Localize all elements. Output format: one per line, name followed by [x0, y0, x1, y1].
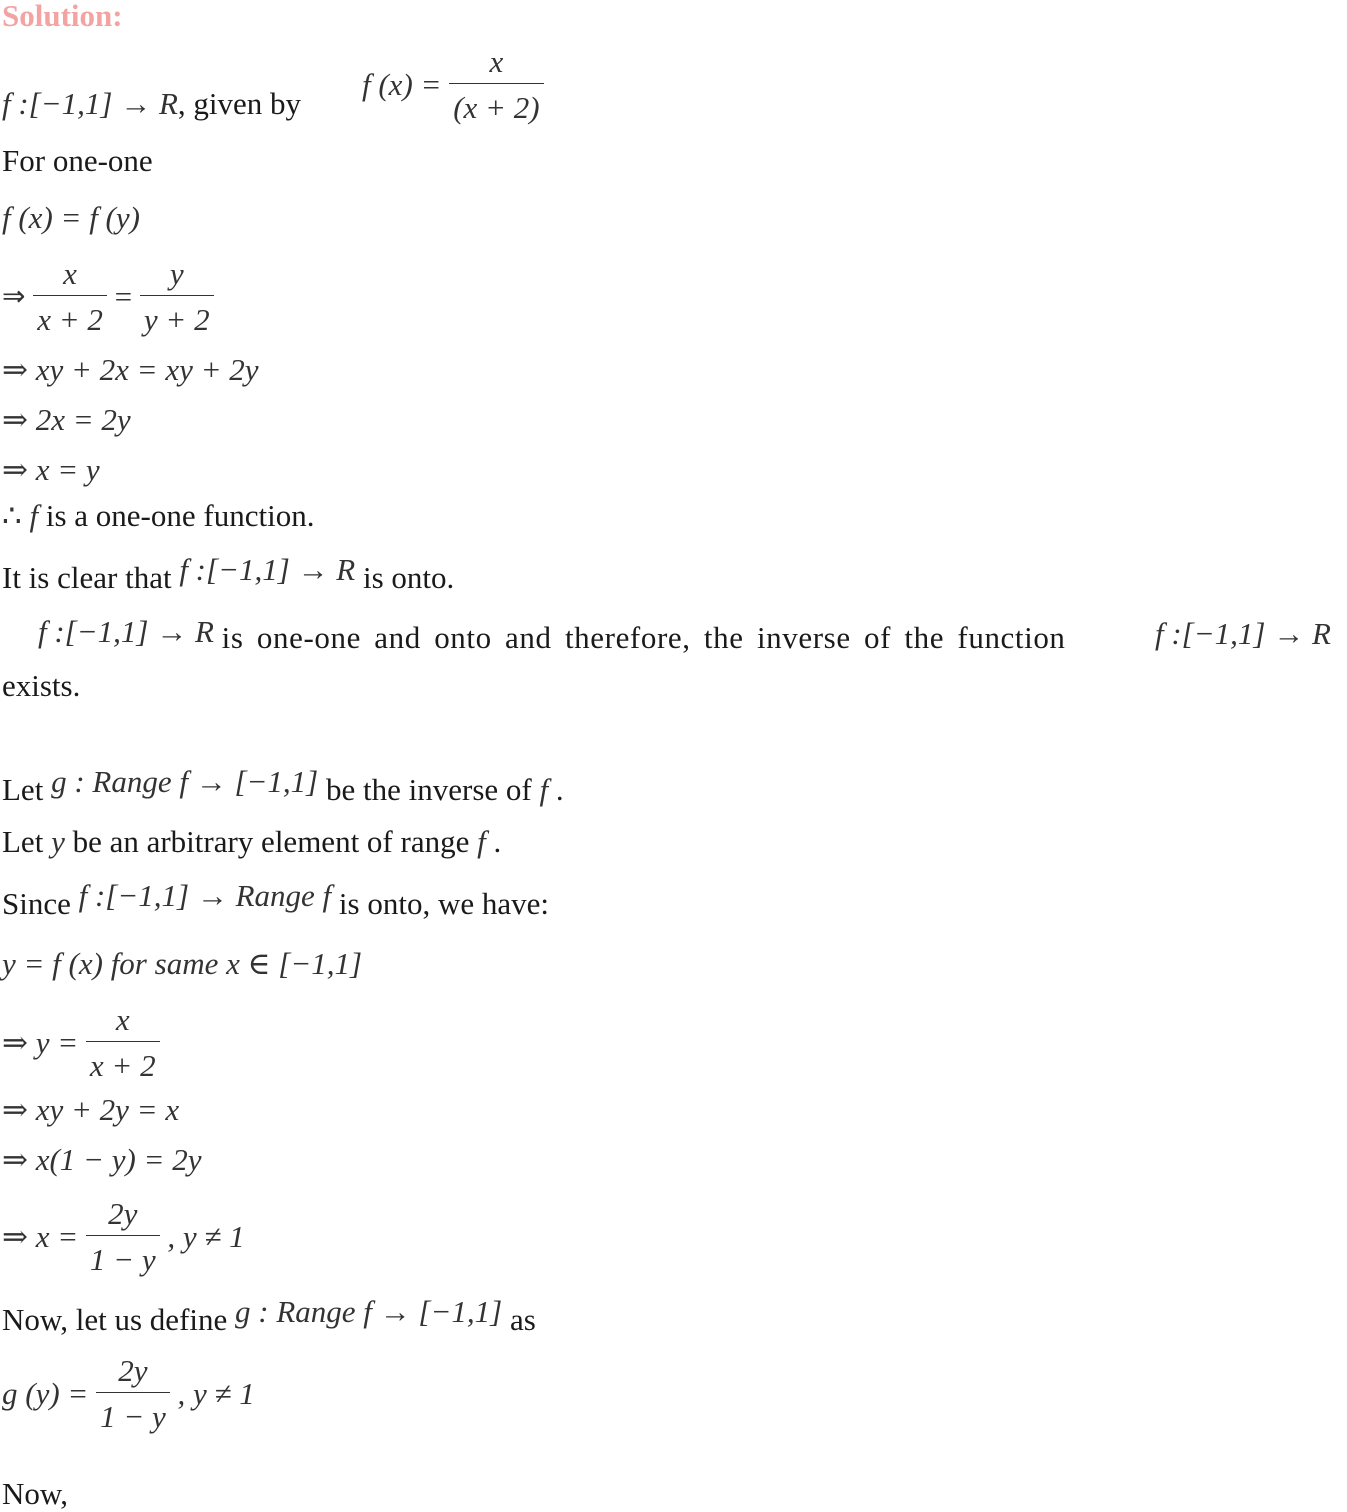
solution-heading: Solution:	[2, 0, 123, 33]
onto-function-mapping: f :[−1,1] → R	[179, 552, 356, 587]
f-symbol: f	[477, 824, 486, 859]
equation-y-fraction	[2, 1004, 160, 1081]
equation-expand: ⇒ xy + 2x = xy + 2y	[2, 352, 259, 387]
f-range-mapping: f :[−1,1] → Range f	[78, 878, 332, 913]
fraction-numerator: x	[449, 46, 543, 84]
arbitrary-element-line	[2, 826, 501, 857]
x-eq-lhs: ⇒ x =	[2, 1219, 79, 1254]
one-one-heading: For one-one	[2, 143, 153, 178]
g-mapping: g : Range f → [−1,1]	[235, 1294, 503, 1329]
since-text: Since	[2, 886, 71, 921]
since-onto-line	[2, 878, 549, 921]
equation-xy-plus-2y: ⇒ xy + 2y = x	[2, 1092, 180, 1127]
g-of-y-lhs: g (y) =	[2, 1376, 89, 1411]
onto-text-2: is onto.	[362, 560, 455, 595]
fraction-denominator: x + 2	[37, 302, 103, 337]
equation-factor: ⇒ x(1 − y) = 2y	[2, 1142, 202, 1177]
equation-fx-eq-fy: f (x) = f (y)	[2, 200, 140, 235]
f-symbol: f	[29, 498, 39, 533]
fraction-numerator: x	[86, 1004, 160, 1042]
fraction-denominator: (x + 2)	[453, 90, 540, 125]
define-g-line	[2, 1294, 536, 1337]
fraction-x	[33, 258, 107, 335]
y-eq-lhs: ⇒ y =	[2, 1025, 79, 1060]
let-text: Let	[2, 824, 44, 859]
equation-2x-eq-2y: ⇒ 2x = 2y	[2, 402, 131, 437]
equation-x-eq-y: ⇒ x = y	[2, 452, 100, 487]
g-mapping: g : Range f → [−1,1]	[51, 764, 319, 799]
fraction-numerator: y	[140, 258, 214, 296]
fraction-numerator: x	[33, 258, 107, 296]
f-symbol: f	[539, 772, 549, 807]
onto-statement	[2, 552, 455, 595]
y-symbol: y	[51, 824, 65, 859]
fraction-denominator: 1 − y	[100, 1399, 166, 1434]
onto-we-have-text: is onto, we have:	[338, 886, 549, 921]
function-formula-lhs: f (x) =	[362, 67, 442, 102]
g-definition-equation	[2, 1355, 255, 1432]
condition-y-ne-1: , y ≠ 1	[177, 1376, 255, 1411]
inverse-of-text: be the inverse of	[326, 772, 532, 807]
equation-x-solved	[2, 1198, 245, 1275]
inverse-function-mapping-1: f :[−1,1] → R	[38, 614, 214, 649]
function-formula-fraction	[449, 46, 543, 123]
fraction-y	[140, 258, 214, 335]
equals-symbol: =	[114, 279, 133, 314]
fraction-numerator: 2y	[96, 1355, 170, 1393]
inverse-exists-text: is one-one and onto and therefore, the inverse of the function	[221, 620, 1066, 655]
inverse-definition-line	[2, 764, 564, 807]
fraction-denominator: 1 − y	[89, 1242, 156, 1277]
fraction-numerator: 2y	[86, 1198, 160, 1236]
now-text: Now,	[2, 1476, 69, 1511]
implies-symbol: ⇒	[2, 279, 26, 313]
given-by-text: , given by	[177, 86, 302, 121]
period: .	[555, 772, 564, 807]
onto-text-1: It is clear that	[2, 560, 172, 595]
function-formula	[362, 46, 544, 123]
let-text: Let	[2, 772, 44, 807]
one-one-conclusion-text: is a one-one function.	[45, 498, 315, 533]
fraction-x-over-x-plus-2	[86, 1004, 160, 1081]
therefore-symbol: ∴	[2, 498, 22, 533]
exists-text: exists.	[2, 668, 81, 703]
condition-y-ne-1: , y ≠ 1	[167, 1219, 245, 1254]
fraction-2y-over-1-minus-y	[86, 1198, 160, 1275]
arbitrary-element-text: be an arbitrary element of range	[72, 824, 470, 859]
period: .	[493, 824, 502, 859]
inverse-function-mapping-2: f :[−1,1] → R	[1155, 616, 1331, 651]
fraction-denominator: x + 2	[89, 1048, 156, 1083]
function-mapping: f :[−1,1] → R	[2, 86, 178, 121]
function-definition-line	[2, 88, 301, 119]
one-one-conclusion	[2, 500, 314, 531]
equation-y-eq-fx: y = f (x) for same x ∈ [−1,1]	[2, 946, 363, 981]
fraction-2y-over-1-minus-y	[96, 1355, 170, 1432]
fraction-denominator: y + 2	[143, 302, 210, 337]
define-text: Now, let us define	[2, 1302, 228, 1337]
inverse-exists-line	[38, 614, 1066, 655]
equation-fraction-equal	[2, 258, 214, 335]
as-text: as	[509, 1302, 536, 1337]
